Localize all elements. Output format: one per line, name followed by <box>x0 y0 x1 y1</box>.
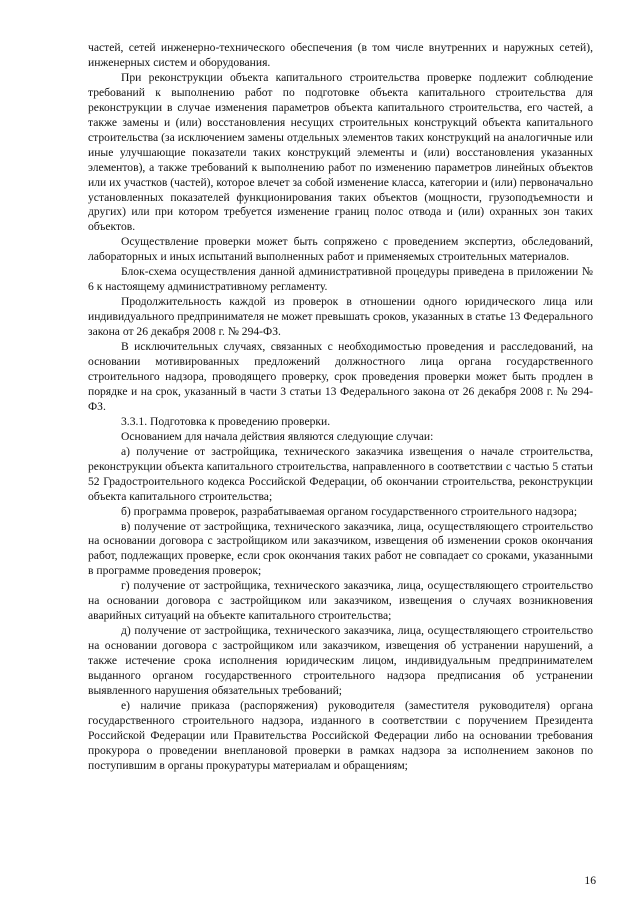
list-item-e: е) наличие приказа (распоряжения) руководителя (заместителя руководителя) органа государственного строительного надзора, изданного в соответствии с поручением Президента Российской Федерации или Правительства Российской Федерации либо на основании требования прокурора о проведении внеплановой проверки в рамках надзора за исполнением законов по поступившим в органы прокуратуры материалам и обращениям; <box>88 698 593 772</box>
paragraph-expertise: Осуществление проверки может быть сопряжено с проведением экспертиз, обследований, лабораторных и иных испытаний выполненных работ и применяемых строительных материалов. <box>88 235 593 264</box>
list-item-d: д) получение от застройщика, технического заказчика, лица, осуществляющего строительство на основании договора с застройщиком или заказчиком, извещения об устранении нарушений, а также истечение срока исполнения юридическим лицом, индивидуальным предпринимателем выданного органом государственного строительного надзора предписания об устранении выявленного нарушения обязательных требований; <box>88 624 593 697</box>
paragraph-grounds: Основанием для начала действия являются следующие случаи: <box>121 429 434 443</box>
paragraph-duration: Продолжительность каждой из проверок в отношении одного юридического лица или индивидуального предпринимателя не может превышать сроков, указанных в статье 13 Федерального закона от 26 декабря 2008 г. № 294-ФЗ. <box>88 295 593 339</box>
paragraph-exceptional-cases: В исключительных случаях, связанных с необходимостью проведения и расследований, на основании мотивированных предложений должностного лица органа государственного строительного надзора, проводящего проверку, срок проведения проверки может быть продлен в порядке и на срок, указанный в части 3 статьи 13 Федерального закона от 26 декабря 2008 г. № 294-ФЗ. <box>88 340 593 413</box>
list-item-g: г) получение от застройщика, технического заказчика, лица, осуществляющего строительство на основании договора с застройщиком или заказчиком, извещения о случаях возникновения аварийных ситуаций на объекте капитального строительства; <box>88 579 593 623</box>
list-item-a: а) получение от застройщика, технического заказчика извещения о начале строительства, реконструкции объекта капитального строительства, направленного в соответствии с частью 5 статьи 52 Градостроительного кодекса Российской Федерации, об окончании строительства, реконструкции объекта капитального строительства; <box>88 444 593 503</box>
page-number: 16 <box>584 874 596 887</box>
paragraph-reconstruction-check: При реконструкции объекта капитального строительства проверке подлежит соблюдение требований к выполнению работ по подготовке объекта капитального строительства для реконструкции в случае изменения параметров объекта капитального строительства, его частей, а также замены и (или) восстановления несущих строительных конструкций объекта капитального строительства (за исключением замены отдельных элементов таких конструкций на аналогичные или иные улучшающие показатели таких конструкций элементы и (или) восстановления указанных элементов), а также требований к выполнению работ по изменению параметров линейных объектов или их участков (частей), которое влечет за собой изменение класса, категории и (или) первоначально установленных показателей функционирования таких объектов (мощности, грузоподъемности и других) или при котором требуется изменение границ полос отвода и (или) охранных зон таких объектов. <box>88 70 593 234</box>
paragraph-flowchart: Блок-схема осуществления данной административной процедуры приведена в приложении № 6 к настоящему административному регламенту. <box>88 265 593 294</box>
paragraph-continuation: частей, сетей инженерно-технического обеспечения (в том числе внутренних и наружных сетей), инженерных систем и оборудования. <box>88 41 593 69</box>
list-item-v: в) получение от застройщика, технического заказчика, лица, осуществляющего строительство на основании договора с застройщиком или заказчиком, извещения об изменении сроков окончания работ, подлежащих проверке, если срок окончания таких работ не совпадает со сроками, указанными в программе проведения проверок; <box>88 519 593 578</box>
list-item-b: б) программа проверок, разрабатываемая органом государственного строительного надзора; <box>121 504 578 518</box>
section-heading-3-3-1: 3.3.1. Подготовка к проведению проверки. <box>121 414 331 428</box>
document-body <box>88 41 593 774</box>
